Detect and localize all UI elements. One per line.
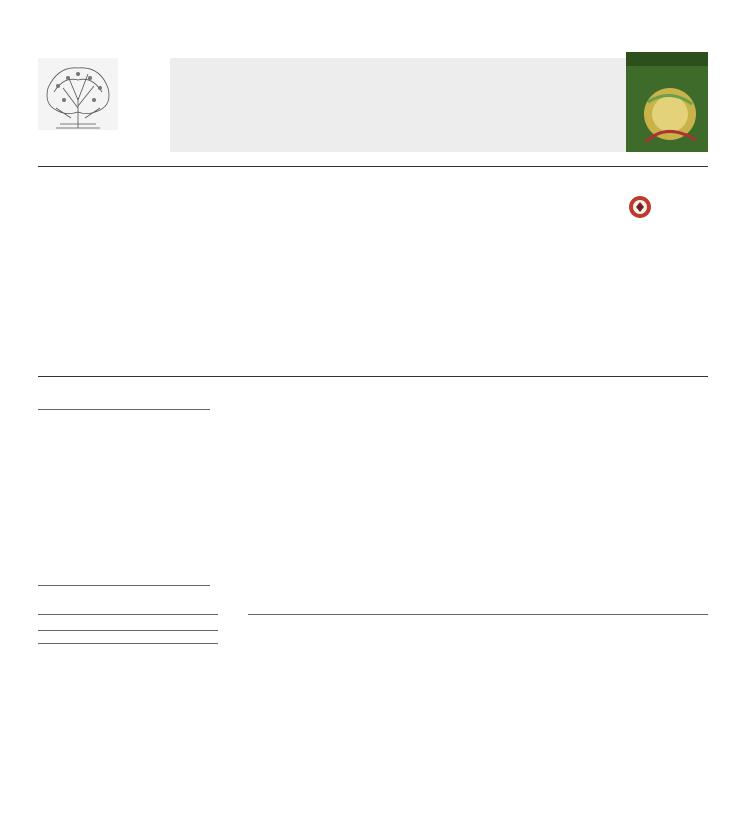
editor-rule	[38, 643, 218, 644]
header-rule	[38, 166, 708, 167]
highlights-rule	[38, 409, 210, 410]
elsevier-logo[interactable]	[38, 58, 118, 154]
history-rule	[38, 630, 218, 631]
journal-cover[interactable]	[626, 52, 708, 152]
article-info	[38, 622, 218, 649]
graphical-abstract-figure[interactable]	[248, 422, 672, 586]
crossmark-badge[interactable]	[628, 195, 708, 219]
elsevier-tree-icon	[38, 58, 118, 154]
highlights-bottom-rule	[38, 585, 210, 586]
affiliation-rule	[38, 376, 708, 377]
article-info-rule	[38, 614, 218, 615]
graphical-abstract-plot	[248, 422, 672, 586]
crossmark-icon	[628, 195, 654, 219]
abstract-rule	[248, 614, 708, 615]
journal-cover-image	[626, 52, 708, 152]
journal-info-box	[170, 58, 646, 152]
journal-banner	[38, 58, 708, 154]
